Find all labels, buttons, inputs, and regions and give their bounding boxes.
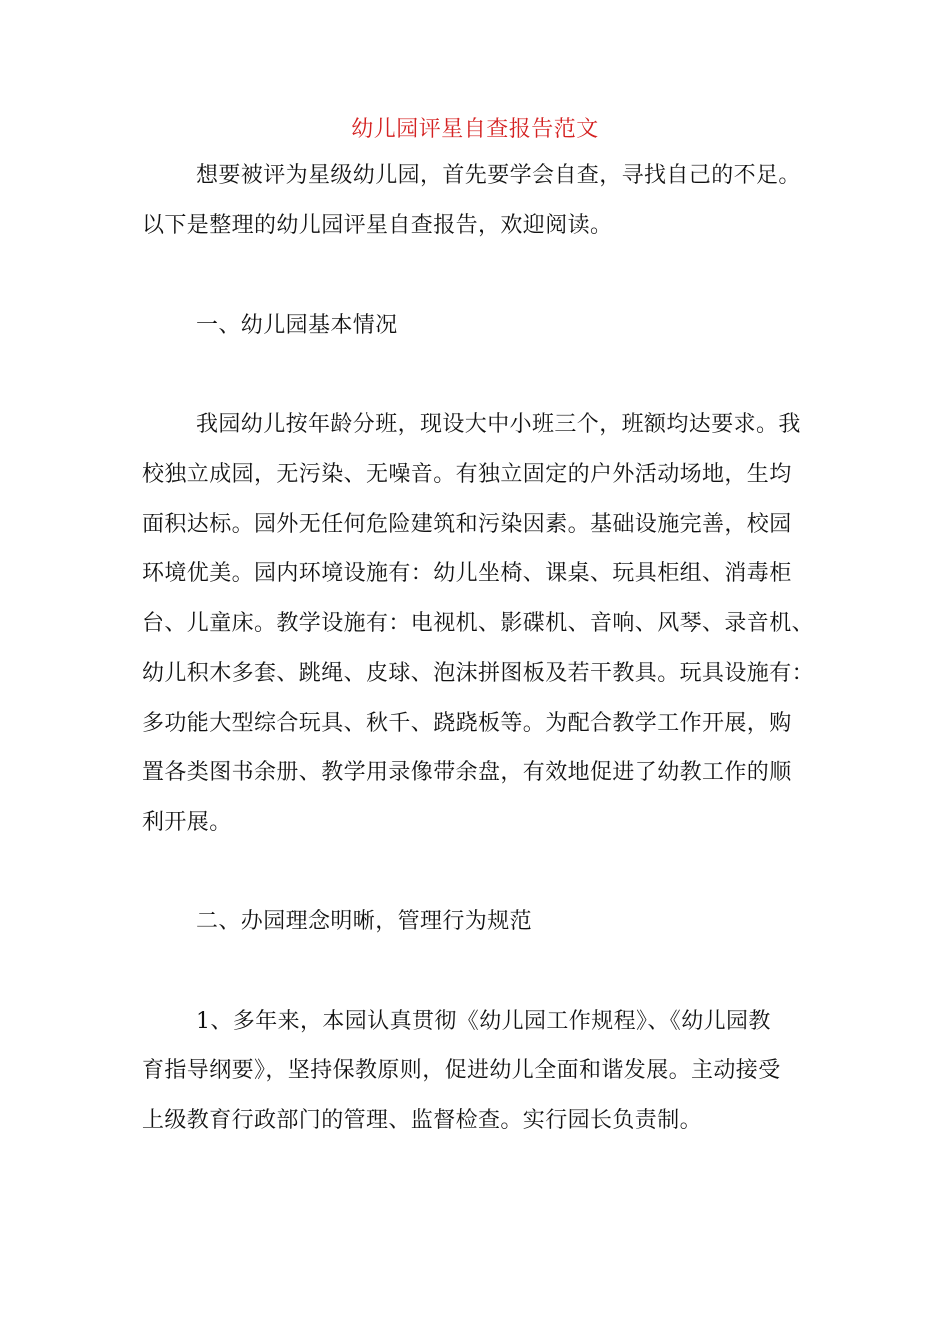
section1-heading: 一、幼儿园基本情况	[196, 313, 398, 338]
section1-line-3: 面积达标。园外无任何危险建筑和污染因素。基础设施完善，校园	[142, 512, 792, 537]
section1-line-5: 台、儿童床。教学设施有：电视机、影碟机、音响、风琴、录音机、	[142, 611, 815, 636]
section1-line-8: 置各类图书余册、教学用录像带余盘，有效地促进了幼教工作的顺	[142, 760, 792, 785]
section2-heading: 二、办园理念明晰，管理行为规范	[196, 909, 533, 934]
intro-line-1: 想要被评为星级幼儿园，首先要学会自查，寻找自己的不足。	[196, 163, 801, 188]
intro-line-2: 以下是整理的幼儿园评星自查报告，欢迎阅读。	[142, 213, 613, 238]
section1-line-4: 环境优美。园内环境设施有：幼儿坐椅、课桌、玩具柜组、消毒柜	[142, 561, 792, 586]
section1-line-7: 多功能大型综合玩具、秋千、跷跷板等。为配合教学工作开展，购	[142, 711, 792, 736]
section1-line-9: 利开展。	[142, 810, 232, 835]
document-title: 幼儿园评星自查报告范文	[351, 117, 599, 142]
section1-line-6: 幼儿积木多套、跳绳、皮球、泡沫拼图板及若干教具。玩具设施有：	[142, 661, 815, 686]
section1-line-1: 我园幼儿按年龄分班，现设大中小班三个，班额均达要求。我	[196, 412, 801, 437]
section2-line-1: 1、多年来，本园认真贯彻《幼儿园工作规程》、《幼儿园教	[196, 1009, 771, 1034]
section2-line-3: 上级教育行政部门的管理、监督检查。实行园长负责制。	[142, 1108, 703, 1133]
section2-line-2: 育指导纲要》，坚持保教原则，促进幼儿全面和谐发展。主动接受	[142, 1058, 781, 1083]
section1-line-2: 校独立成园，无污染、无噪音。有独立固定的户外活动场地，生均	[142, 462, 792, 487]
